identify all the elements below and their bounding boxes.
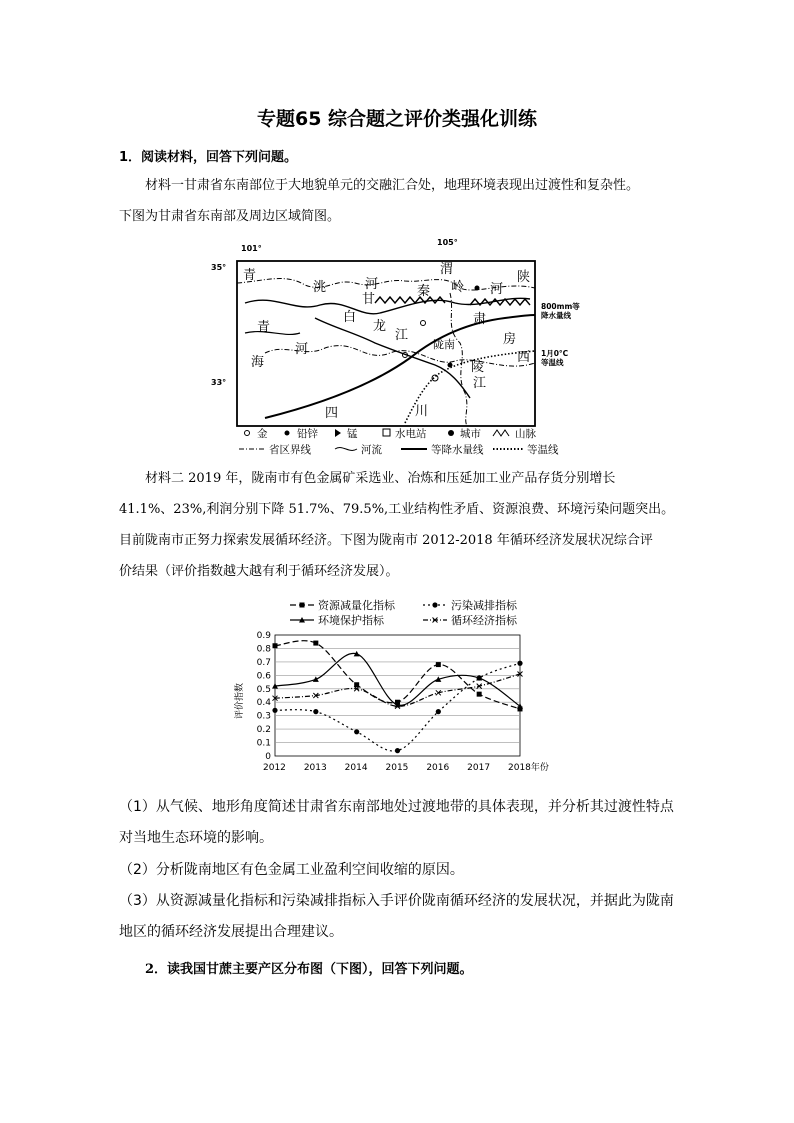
data-point bbox=[436, 709, 441, 714]
place-label: 青 bbox=[243, 268, 257, 283]
place-label: 陇南 bbox=[433, 338, 455, 351]
y-tick-label: 0.8 bbox=[256, 644, 271, 655]
data-point bbox=[395, 748, 400, 753]
sub-question-line: （3）从资源减量化指标和污染减排指标入手评价陇南循环经济的发展状况，并据此为陇南 bbox=[119, 893, 674, 909]
data-point bbox=[436, 662, 441, 667]
place-label: 四 bbox=[325, 406, 339, 421]
place-label: 肃 bbox=[473, 312, 487, 327]
lat-label: 33° bbox=[211, 378, 227, 387]
place-label: 青 bbox=[257, 320, 271, 335]
place-label: 河 bbox=[490, 282, 504, 297]
sub-question-line: （2）分析陇南地区有色金属工业盈利空间收缩的原因。 bbox=[119, 862, 464, 878]
place-label: 洮 bbox=[313, 280, 327, 295]
legend-city: 城市 bbox=[460, 428, 481, 440]
data-point bbox=[300, 603, 305, 608]
place-label: 江 bbox=[473, 376, 487, 391]
legend-label: 循环经济指标 bbox=[451, 614, 517, 627]
place-label: 岭 bbox=[451, 280, 465, 295]
city-symbol bbox=[448, 363, 453, 368]
legend-label: 污染减排指标 bbox=[451, 599, 517, 612]
place-label: 江 bbox=[395, 328, 409, 343]
sub-question-line: （1）从气候、地形角度简述甘肃省东南部地处过渡地带的具体表现，并分析其过渡性特点 bbox=[119, 799, 674, 815]
series-line bbox=[275, 641, 520, 709]
material-1-line-2: 下图为甘肃省东南部及周边区域简图。 bbox=[119, 209, 341, 224]
sub-question-line: 地区的循环经济发展提出合理建议。 bbox=[119, 924, 343, 940]
city-symbol bbox=[475, 286, 480, 291]
material-1-line-1: 材料一甘肃省东南部位于大地貌单元的交融汇合处，地理环境表现出过渡性和复杂性。 bbox=[145, 178, 640, 193]
river bbox=[245, 332, 300, 335]
series-line bbox=[275, 653, 520, 706]
data-point bbox=[354, 729, 359, 734]
sub-question-line: 对当地生态环境的影响。 bbox=[119, 830, 273, 846]
sub-question-3 bbox=[119, 886, 679, 948]
y-tick-label: 0.7 bbox=[256, 657, 271, 668]
isohyet-annotation: 800mm等降水量线 bbox=[541, 302, 580, 320]
place-label: 川 bbox=[415, 404, 429, 419]
sub-question-1 bbox=[119, 792, 679, 854]
place-label: 龙 bbox=[373, 319, 387, 334]
place-label: 河 bbox=[295, 342, 309, 357]
circular-economy-chart bbox=[230, 593, 590, 778]
data-point bbox=[313, 676, 319, 682]
material-2-line-1: 材料二 2019 年，陇南市有色金属矿采选业、冶炼和压延加工业产品存货分别增长 bbox=[145, 471, 616, 486]
lat-label: 35° bbox=[211, 263, 227, 272]
chart-series bbox=[272, 641, 523, 754]
lon-label: 101° bbox=[241, 244, 262, 253]
y-axis-label: 评价指数 bbox=[235, 682, 245, 720]
legend-label: 资源减量化指标 bbox=[318, 599, 395, 612]
data-point bbox=[432, 602, 437, 607]
place-label: 秦 bbox=[417, 284, 431, 299]
place-label: 房 bbox=[503, 332, 517, 347]
data-point bbox=[272, 708, 277, 713]
chart-grid bbox=[275, 635, 520, 756]
place-label: 海 bbox=[251, 355, 265, 370]
question-2-heading: 2．读我国甘蔗主要产区分布图（下图），回答下列问题。 bbox=[145, 962, 473, 977]
x-tick-label: 2017 bbox=[467, 763, 491, 773]
legend-lead-zinc: 铅锌 bbox=[297, 428, 318, 440]
place-label: 河 bbox=[365, 277, 379, 292]
legend-isotherm: 等温线 bbox=[527, 444, 559, 456]
page-title: 专题65 综合题之评价类强化训练 bbox=[256, 108, 538, 130]
y-tick-label: 0.5 bbox=[256, 684, 271, 695]
y-tick-label: 0.1 bbox=[256, 738, 271, 749]
x-axis-ticks bbox=[263, 761, 549, 773]
legend-river: 河流 bbox=[361, 444, 382, 456]
y-tick-label: 0.9 bbox=[256, 631, 271, 641]
legend-gold: 金 bbox=[257, 428, 268, 440]
legend-isohyet: 等降水量线 bbox=[431, 444, 484, 456]
x-tick-label: 2015 bbox=[385, 763, 409, 773]
place-label: 西 bbox=[517, 350, 531, 365]
place-label: 渭 bbox=[440, 262, 454, 277]
plot-area bbox=[275, 635, 520, 756]
x-tick-label: 2018年份 bbox=[508, 763, 549, 773]
data-point bbox=[477, 692, 482, 697]
place-label: 陕 bbox=[517, 270, 531, 285]
legend-hydropower: 水电站 bbox=[395, 428, 427, 440]
data-point bbox=[313, 709, 318, 714]
place-labels bbox=[243, 262, 530, 421]
sub-question-2 bbox=[119, 855, 679, 886]
data-point bbox=[273, 643, 278, 648]
gold-symbol bbox=[421, 321, 426, 326]
material-2-line-2: 41.1%、23%,利润分别下降 51.7%、79.5%,工业结构性矛盾、资源浪费、环境污染问题突出。 bbox=[119, 502, 675, 517]
chart-legend bbox=[290, 598, 518, 627]
data-point bbox=[517, 661, 522, 666]
y-tick-label: 0 bbox=[265, 752, 271, 762]
legend-label: 环境保护指标 bbox=[318, 614, 384, 627]
legend-manganese: 锰 bbox=[347, 428, 358, 440]
river bbox=[315, 318, 470, 398]
data-point bbox=[313, 641, 318, 646]
place-label: 陵 bbox=[471, 360, 485, 375]
lon-label: 105° bbox=[437, 238, 458, 247]
material-2-line-4: 价结果（评价指数越大越有利于循环经济发展）。 bbox=[119, 564, 399, 579]
legend-mountain: 山脉 bbox=[515, 428, 536, 440]
map-legend bbox=[239, 427, 559, 456]
y-tick-label: 0.3 bbox=[256, 711, 271, 722]
x-tick-label: 2012 bbox=[263, 763, 286, 773]
material-2-line-3: 目前陇南市正努力探索发展循环经济。下图为陇南市 2012-2018 年循环经济发展状况综合评 bbox=[119, 533, 653, 548]
material-2 bbox=[119, 463, 679, 587]
question-1-heading: 1．阅读材料，回答下列问题。 bbox=[119, 150, 298, 165]
material-1 bbox=[119, 170, 679, 232]
y-axis-ticks bbox=[257, 631, 272, 762]
isotherm-annotation: 1月0°C 等温线 bbox=[541, 349, 569, 367]
y-tick-label: 0.2 bbox=[256, 725, 271, 736]
x-tick-label: 2013 bbox=[303, 763, 327, 773]
y-tick-label: 0.4 bbox=[256, 698, 271, 709]
legend-border: 省区界线 bbox=[269, 444, 311, 456]
place-label: 白 bbox=[343, 310, 357, 325]
place-label: 甘 bbox=[362, 292, 376, 307]
x-tick-label: 2014 bbox=[344, 763, 368, 773]
y-tick-label: 0.6 bbox=[256, 671, 271, 682]
x-tick-label: 2016 bbox=[426, 763, 450, 773]
gansu-southeast-map bbox=[205, 233, 605, 458]
